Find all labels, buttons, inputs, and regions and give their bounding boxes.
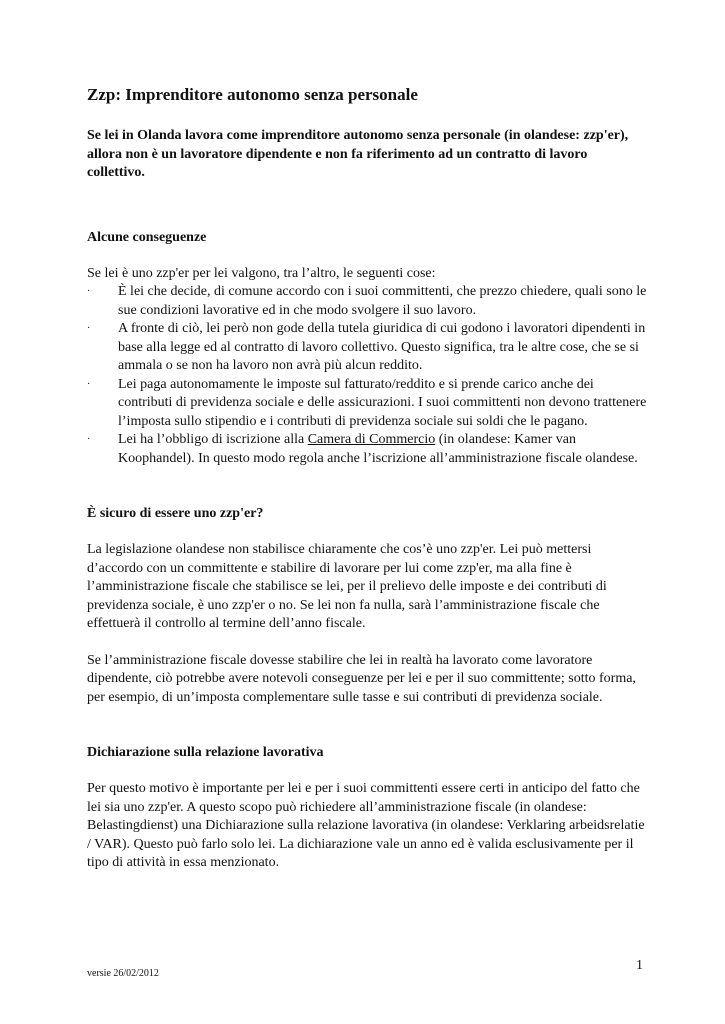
consequences-list [87, 283, 647, 468]
list-item: · Lei ha l’obbligo di iscrizione alla Camera di Commercio (in olandese: Kamer van Koophandel). In questo modo regola anche l’iscrizione all’amministrazione fiscale olandese. [87, 432, 638, 466]
document-page [87, 84, 647, 873]
section-heading-zzper: È sicuro di essere uno zzp'er? [87, 506, 264, 521]
page-number: 1 [636, 958, 643, 973]
list-item: · A fronte di ciò, lei però non gode della tutela giuridica di cui godono i lavoratori dipendenti in base alla legge ed al contratto di lavoro collettivo. Questo significa, tra le altre cose, che se si ammala o se non ha lavoro non avrà più alcun reddito. [87, 321, 646, 373]
list-item: · Lei paga autonomamente le imposte sul fatturato/reddito e si prende carico anche dei contributi di previdenza sociale e delle assicurazioni. I suoi committenti non devono trattenere l’imposta sullo stipendio e i contributi di previdenza sociale sui soldi che le pagano. [87, 376, 647, 429]
bullet-icon: · [87, 323, 91, 334]
section1-lead: Se lei è uno zzp'er per lei valgono, tra l’altro, le seguenti cose: [87, 265, 436, 281]
section-heading-conseguenze: Alcune conseguenze [87, 229, 207, 245]
intro-paragraph: Se lei in Olanda lavora come imprenditore autonomo senza personale (in olandese: zzp'er), allora non è un lavoratore dipendente e non fa riferimento ad un contratto di lavoro collettivo. [87, 128, 629, 180]
bullet-icon: · [87, 286, 91, 297]
list-item: · È lei che decide, di comune accordo con i suoi committenti, che prezzo chiedere, quali sono le sue condizioni lavorative ed in che modo svolgere il suo lavoro. [87, 284, 647, 318]
section2-paragraph-1: La legislazione olandese non stabilisce chiaramente che cos’è uno zzp'er. Lei può mettersi d’accordo con un committente e stabilire di lavorare per lui come zzp'er, ma alla fine è l’amministrazione fiscale che stabilisce se lei, per il prelievo delle imposte e dei contributi di previdenza sociale, è uno zzp'er o no. Se lei non fa nulla, sarà l’amministrazione fiscale che effettuerà il controllo al termine dell’anno fiscale. [87, 542, 607, 631]
document-title: Zzp: Imprenditore autonomo senza personale [87, 85, 418, 104]
version-footer: versie 26/02/2012 [87, 968, 159, 979]
bullet-icon: · [87, 434, 91, 445]
section2-paragraph-2: Se l’amministrazione fiscale dovesse stabilire che lei in realtà ha lavorato come lavoratore dipendente, ciò potrebbe avere notevoli conseguenze per lei e per il suo committente; sotto forma, per esempio, di un’imposta complementare sulle tasse e sui contributi di previdenza sociale. [87, 652, 636, 705]
section3-paragraph-1: Per questo motivo è importante per lei e per i suoi committenti essere certi in anticipo del fatto che lei sia uno zzp'er. A questo scopo può richiedere all’amministrazione fiscale (in olandese: Belastingdienst) una Dichiarazione sulla relazione lavorativa (in olandese: Verklaring arbeidsrelatie / VAR). Questo può farlo solo lei. La dichiarazione vale un anno ed è valida esclusivamente per il tipo di attività in essa menzionato. [87, 781, 645, 870]
section-heading-dichiarazione: Dichiarazione sulla relazione lavorativa [87, 745, 324, 760]
bullet-icon: · [87, 378, 91, 390]
camera-di-commercio-link[interactable]: Camera di Commercio [307, 432, 436, 447]
